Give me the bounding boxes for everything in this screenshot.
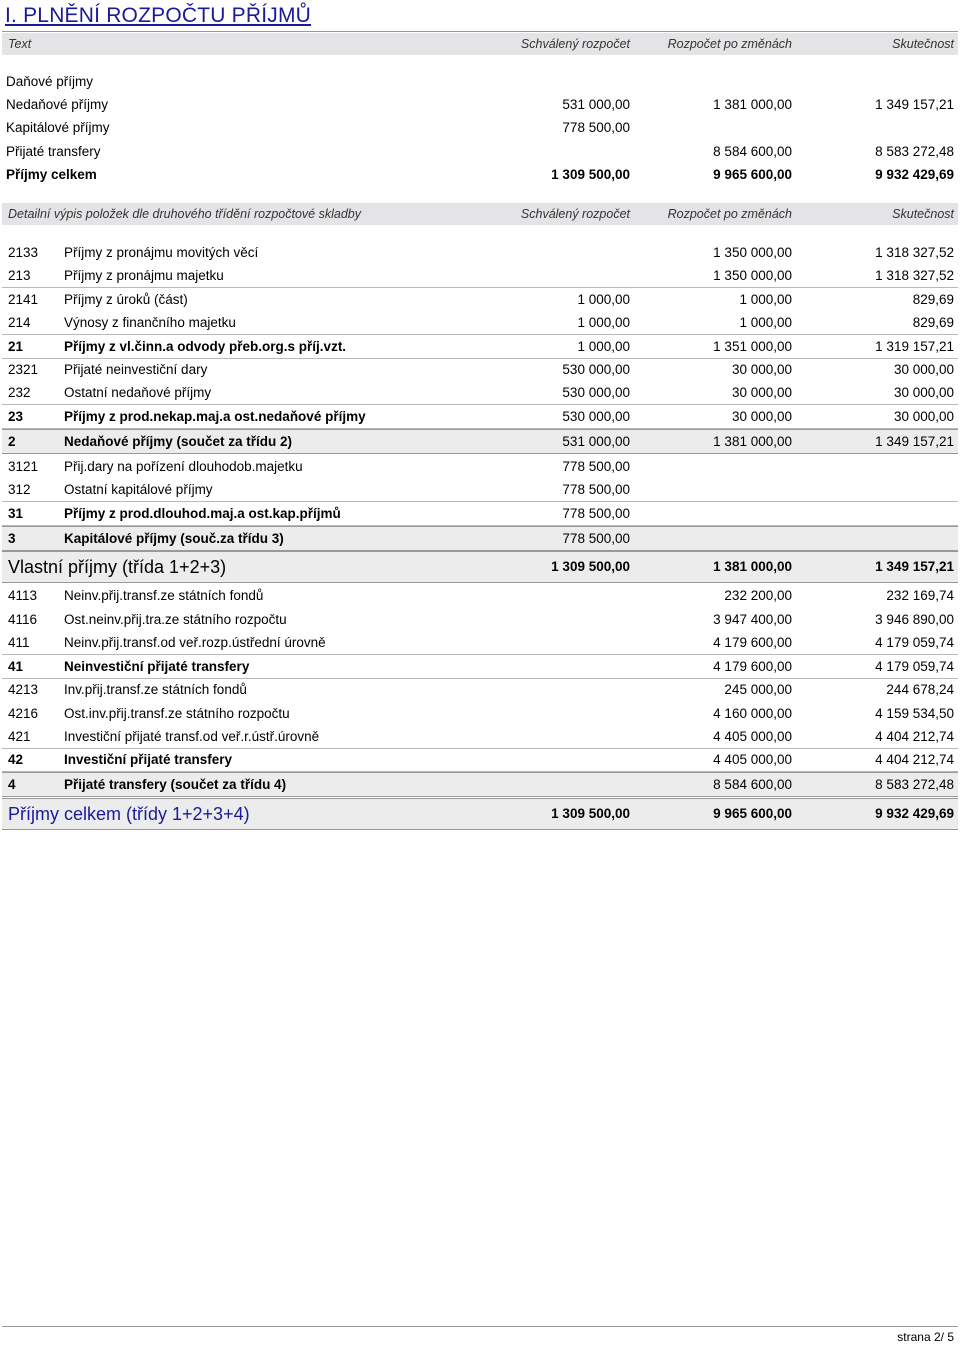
class-total-row bbox=[2, 526, 958, 551]
row-code: 23 bbox=[8, 409, 24, 424]
row-code: 4116 bbox=[8, 612, 38, 627]
row-name: Daňové příjmy bbox=[6, 74, 94, 89]
cell-revised: 4 179 600,00 bbox=[713, 659, 792, 674]
header-revised: Rozpočet po změnách bbox=[667, 207, 792, 221]
row-name: Přijaté transfery (součet za třídu 4) bbox=[64, 777, 287, 792]
cell-approved: 1 309 500,00 bbox=[551, 167, 630, 182]
cell-approved: 530 000,00 bbox=[562, 409, 630, 424]
cell-revised: 1 350 000,00 bbox=[713, 268, 792, 283]
cell-approved: 778 500,00 bbox=[562, 482, 630, 497]
divider bbox=[2, 31, 958, 32]
cell-approved: 531 000,00 bbox=[562, 434, 630, 449]
class-total-row bbox=[2, 772, 958, 797]
cell-approved: 778 500,00 bbox=[562, 531, 630, 546]
table-row bbox=[2, 502, 958, 526]
row-name: Investiční přijaté transfery bbox=[64, 752, 233, 767]
row-code: 4216 bbox=[8, 706, 39, 721]
row-name: Ost.neinv.přij.tra.ze státního rozpočtu bbox=[64, 612, 287, 627]
cell-actual: 4 179 059,74 bbox=[875, 659, 954, 674]
table-row bbox=[2, 381, 958, 405]
cell-actual: 1 319 157,21 bbox=[875, 339, 954, 354]
row-code: 4113 bbox=[8, 588, 38, 603]
cell-revised: 1 350 000,00 bbox=[713, 245, 792, 260]
row-name: Příjmy z úroků (část) bbox=[64, 292, 188, 307]
cell-revised: 9 965 600,00 bbox=[713, 167, 792, 182]
cell-actual: 829,69 bbox=[912, 292, 954, 307]
cell-approved: 1 000,00 bbox=[577, 315, 630, 330]
table-row bbox=[2, 335, 958, 359]
row-name: Příjmy celkem bbox=[6, 167, 97, 182]
row-code: 3121 bbox=[8, 459, 39, 474]
cell-actual: 1 318 327,52 bbox=[875, 245, 954, 260]
cell-actual: 3 946 890,00 bbox=[875, 612, 954, 627]
cell-revised: 4 405 000,00 bbox=[713, 729, 792, 744]
row-name: Nedaňové příjmy (součet za třídu 2) bbox=[64, 434, 293, 449]
cell-revised: 4 179 600,00 bbox=[713, 635, 792, 650]
header-actual: Skutečnost bbox=[892, 207, 954, 221]
row-name: Příjmy z prod.nekap.maj.a ost.nedaňové příjmy bbox=[64, 409, 366, 424]
row-name: Příjmy celkem (třídy 1+2+3+4) bbox=[8, 804, 250, 824]
row-code: 411 bbox=[8, 635, 30, 650]
header-text: Detailní výpis položek dle druhového třídění rozpočtové skladby bbox=[8, 207, 361, 221]
cell-revised: 4 405 000,00 bbox=[713, 752, 792, 767]
header-approved: Schválený rozpočet bbox=[520, 37, 630, 51]
row-name: Příjmy z pronájmu majetku bbox=[64, 268, 224, 283]
cell-revised: 1 000,00 bbox=[739, 315, 792, 330]
table-row bbox=[2, 455, 958, 478]
cell-revised: 30 000,00 bbox=[731, 409, 792, 424]
row-name: Přijaté neinvestiční dary bbox=[64, 362, 208, 377]
own-revenue-total-row bbox=[2, 551, 958, 583]
cell-approved: 531 000,00 bbox=[562, 97, 630, 112]
row-name: Nedaňové příjmy bbox=[6, 97, 109, 112]
page-number: strana 2/ 5 bbox=[897, 1330, 954, 1344]
row-code: 421 bbox=[8, 729, 31, 744]
table-row bbox=[2, 405, 958, 429]
cell-actual: 4 404 212,74 bbox=[875, 729, 954, 744]
grand-total-row bbox=[2, 798, 958, 830]
summary-total-row bbox=[2, 163, 958, 186]
table-row bbox=[2, 584, 958, 607]
row-name: Kapitálové příjmy (souč.za třídu 3) bbox=[64, 531, 284, 546]
row-code: 2 bbox=[8, 434, 16, 449]
table-row bbox=[2, 725, 958, 749]
row-name: Neinv.přij.transf.od veř.rozp.ústřední úrovně bbox=[64, 635, 326, 650]
row-name: Ostatní nedaňové příjmy bbox=[64, 385, 212, 400]
row-name: Přij.dary na pořízení dlouhodob.majetku bbox=[64, 459, 303, 474]
table-row bbox=[2, 264, 958, 288]
header-approved: Schválený rozpočet bbox=[520, 207, 630, 221]
cell-revised: 4 160 000,00 bbox=[713, 706, 792, 721]
cell-approved: 530 000,00 bbox=[562, 385, 630, 400]
row-code: 2133 bbox=[8, 245, 39, 260]
row-name: Investiční přijaté transf.od veř.r.ústř.úrovně bbox=[64, 729, 320, 744]
row-code: 312 bbox=[8, 482, 31, 497]
table-row bbox=[2, 241, 958, 264]
cell-revised: 245 000,00 bbox=[724, 682, 792, 697]
table-header bbox=[2, 33, 958, 55]
row-name: Vlastní příjmy (třída 1+2+3) bbox=[8, 557, 227, 577]
cell-revised: 8 584 600,00 bbox=[713, 777, 792, 792]
cell-approved: 778 500,00 bbox=[562, 459, 630, 474]
detail-header bbox=[2, 203, 958, 225]
summary-row bbox=[2, 93, 958, 116]
row-code: 232 bbox=[8, 385, 31, 400]
row-code: 41 bbox=[8, 659, 24, 674]
cell-actual: 9 932 429,69 bbox=[875, 167, 954, 182]
table-row bbox=[2, 678, 958, 701]
header-revised: Rozpočet po změnách bbox=[667, 37, 792, 51]
cell-approved: 778 500,00 bbox=[562, 506, 630, 521]
row-code: 31 bbox=[8, 506, 24, 521]
cell-actual: 8 583 272,48 bbox=[875, 144, 954, 159]
row-name: Přijaté transfery bbox=[6, 144, 101, 159]
summary-row bbox=[2, 116, 958, 139]
row-name: Ost.inv.přij.transf.ze státního rozpočtu bbox=[64, 706, 290, 721]
cell-actual: 232 169,74 bbox=[886, 588, 954, 603]
row-name: Kapitálové příjmy bbox=[6, 120, 110, 135]
class-total-row bbox=[2, 429, 958, 454]
row-code: 4213 bbox=[8, 682, 39, 697]
cell-approved: 1 000,00 bbox=[577, 292, 630, 307]
table-row bbox=[2, 288, 958, 311]
cell-actual: 1 349 157,21 bbox=[875, 434, 954, 449]
page-title: I. PLNĚNÍ ROZPOČTU PŘÍJMŮ bbox=[5, 4, 312, 27]
table-row bbox=[2, 478, 958, 502]
row-name: Neinvestiční přijaté transfery bbox=[64, 659, 250, 674]
table-row bbox=[2, 702, 958, 725]
cell-revised: 9 965 600,00 bbox=[713, 806, 792, 821]
row-name: Neinv.přij.transf.ze státních fondů bbox=[64, 588, 264, 603]
row-code: 2321 bbox=[8, 362, 39, 377]
row-name: Inv.přij.transf.ze státních fondů bbox=[64, 682, 247, 697]
cell-actual: 244 678,24 bbox=[886, 682, 954, 697]
cell-revised: 1 381 000,00 bbox=[713, 559, 792, 574]
cell-actual: 9 932 429,69 bbox=[875, 806, 954, 821]
row-code: 4 bbox=[8, 777, 16, 792]
cell-actual: 829,69 bbox=[912, 315, 954, 330]
row-name: Příjmy z pronájmu movitých věcí bbox=[64, 245, 259, 260]
row-code: 213 bbox=[8, 268, 31, 283]
cell-actual: 30 000,00 bbox=[893, 409, 954, 424]
cell-approved: 1 309 500,00 bbox=[551, 559, 630, 574]
cell-revised: 1 381 000,00 bbox=[713, 97, 792, 112]
cell-actual: 1 318 327,52 bbox=[875, 268, 954, 283]
header-text: Text bbox=[8, 37, 32, 51]
row-name: Výnosy z finančního majetku bbox=[64, 315, 236, 330]
header-actual: Skutečnost bbox=[892, 37, 954, 51]
footer-divider bbox=[2, 1326, 958, 1327]
cell-actual: 4 179 059,74 bbox=[875, 635, 954, 650]
table-row bbox=[2, 358, 958, 381]
table-row bbox=[2, 631, 958, 655]
cell-actual: 4 404 212,74 bbox=[875, 752, 954, 767]
row-code: 21 bbox=[8, 339, 24, 354]
cell-actual: 1 349 157,21 bbox=[875, 97, 954, 112]
cell-revised: 1 000,00 bbox=[739, 292, 792, 307]
row-name: Příjmy z prod.dlouhod.maj.a ost.kap.příjmů bbox=[64, 506, 341, 521]
cell-actual: 1 349 157,21 bbox=[875, 559, 954, 574]
cell-revised: 30 000,00 bbox=[731, 385, 792, 400]
cell-revised: 1 381 000,00 bbox=[713, 434, 792, 449]
row-name: Ostatní kapitálové příjmy bbox=[64, 482, 213, 497]
cell-actual: 30 000,00 bbox=[893, 362, 954, 377]
table-row bbox=[2, 748, 958, 772]
cell-approved: 1 309 500,00 bbox=[551, 806, 630, 821]
cell-actual: 4 159 534,50 bbox=[875, 706, 954, 721]
cell-revised: 1 351 000,00 bbox=[713, 339, 792, 354]
cell-actual: 8 583 272,48 bbox=[875, 777, 954, 792]
summary-row bbox=[2, 70, 958, 93]
table-row bbox=[2, 608, 958, 631]
cell-revised: 8 584 600,00 bbox=[713, 144, 792, 159]
cell-revised: 232 200,00 bbox=[724, 588, 792, 603]
row-code: 42 bbox=[8, 752, 24, 767]
table-row bbox=[2, 311, 958, 335]
row-code: 3 bbox=[8, 531, 16, 546]
table-row bbox=[2, 655, 958, 679]
row-code: 2141 bbox=[8, 292, 39, 307]
cell-actual: 30 000,00 bbox=[893, 385, 954, 400]
row-name: Příjmy z vl.činn.a odvody přeb.org.s příj.vzt. bbox=[64, 339, 347, 354]
row-code: 214 bbox=[8, 315, 31, 330]
cell-approved: 1 000,00 bbox=[577, 339, 630, 354]
cell-revised: 30 000,00 bbox=[731, 362, 792, 377]
summary-row bbox=[2, 140, 958, 163]
cell-approved: 778 500,00 bbox=[562, 120, 630, 135]
cell-approved: 530 000,00 bbox=[562, 362, 630, 377]
cell-revised: 3 947 400,00 bbox=[713, 612, 792, 627]
